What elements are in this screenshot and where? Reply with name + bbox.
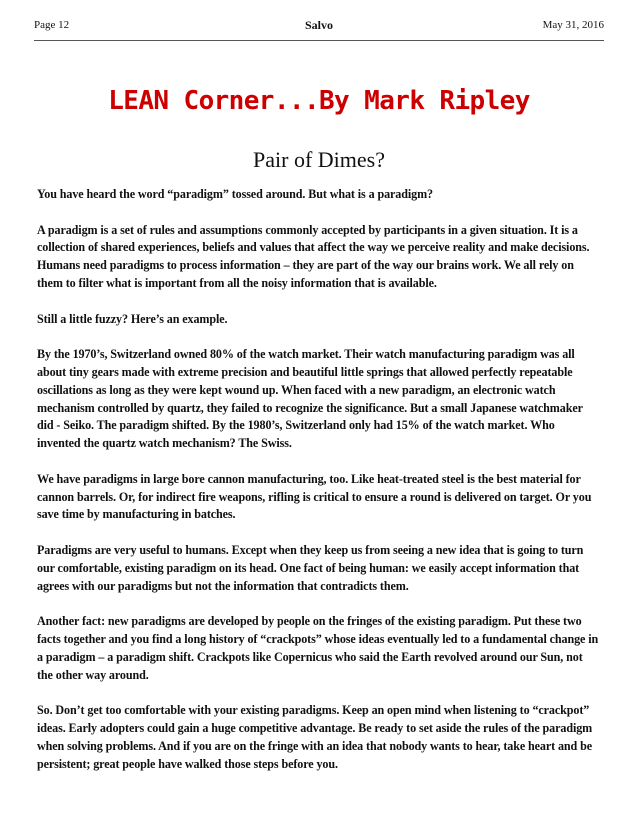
column-title: [0, 84, 638, 118]
page-header: [34, 18, 604, 41]
paragraph-cannon: We have paradigms in large bore cannon manufacturing, too. Like heat-treated steel is the best material for cannon barrels. Or, for indirect fire weapons, rifling is critical to ensure a round is delivered on target. Or you save time by manufacturing in batches.: [37, 471, 592, 522]
paragraph-intro: You have heard the word “paradigm” tossed around. But what is a paradigm?: [37, 187, 433, 201]
article-body: [37, 186, 601, 773]
column-title-text: LEAN Corner...By Mark Ripley: [108, 86, 530, 116]
article-title: Pair of Dimes?: [253, 147, 385, 172]
paragraph-transition: Still a little fuzzy? Here’s an example.: [37, 311, 228, 326]
paragraph-usefulness: Paradigms are very useful to humans. Except when they keep us from seeing a new idea that is going to turn our comfortable, existing paradigm on its head. One fact of being human: we easily accept information that agrees with our paradigms but not the information that contradicts them.: [37, 542, 584, 593]
issue-date: May 31, 2016: [542, 19, 604, 31]
paragraph-conclusion: So. Don’t get too comfortable with your existing paradigms. Keep an open mind when listening to “crackpot” ideas. Early adopters could gain a huge competitive advantage. Be ready to set aside the rules of the paradigm when solving problems. And if you are on the fringe with an idea that nobody wants to hear, take heart and be persistent; great people have walked those steps before you.: [37, 703, 593, 771]
page-number: Page 12: [34, 19, 70, 31]
publication-name: Salvo: [304, 18, 333, 32]
paragraph-watch-example: By the 1970’s, Switzerland owned 80% of the watch market. Their watch manufacturing paradigm was all about tiny gears made with extreme precision and beautiful little springs that allowed perfectly repeatable oscillations as long as they were kept wound up. When faced with a new paradigm, an electronic watch mechanism controlled by quartz, they failed to recognize the significance. But a small Japanese watchmaker did - Seiko. The paradigm shifted. By the 1980’s, Switzerland only had 15% of the watch market. Who invented the quartz watch mechanism? The Swiss.: [37, 347, 583, 451]
paragraph-definition: A paradigm is a set of rules and assumptions commonly accepted by participants in a given situation. It is a collection of shared experiences, beliefs and values that affect the way we perceive reality and make decisions. Humans need paradigms to process information – they are part of the way our brains work. We all rely on them to filter what is important from all the noisy information that is available.: [37, 222, 590, 290]
paragraph-fringes: Another fact: new paradigms are developed by people on the fringes of the existing paradigm. Put these two facts together and you find a long history of “crackpots” whose ideas eventually led to a fundamental change in a paradigm – a paradigm shift. Crackpots like Copernicus who said the Earth revolved around our Sun, not the other way around.: [37, 614, 599, 682]
